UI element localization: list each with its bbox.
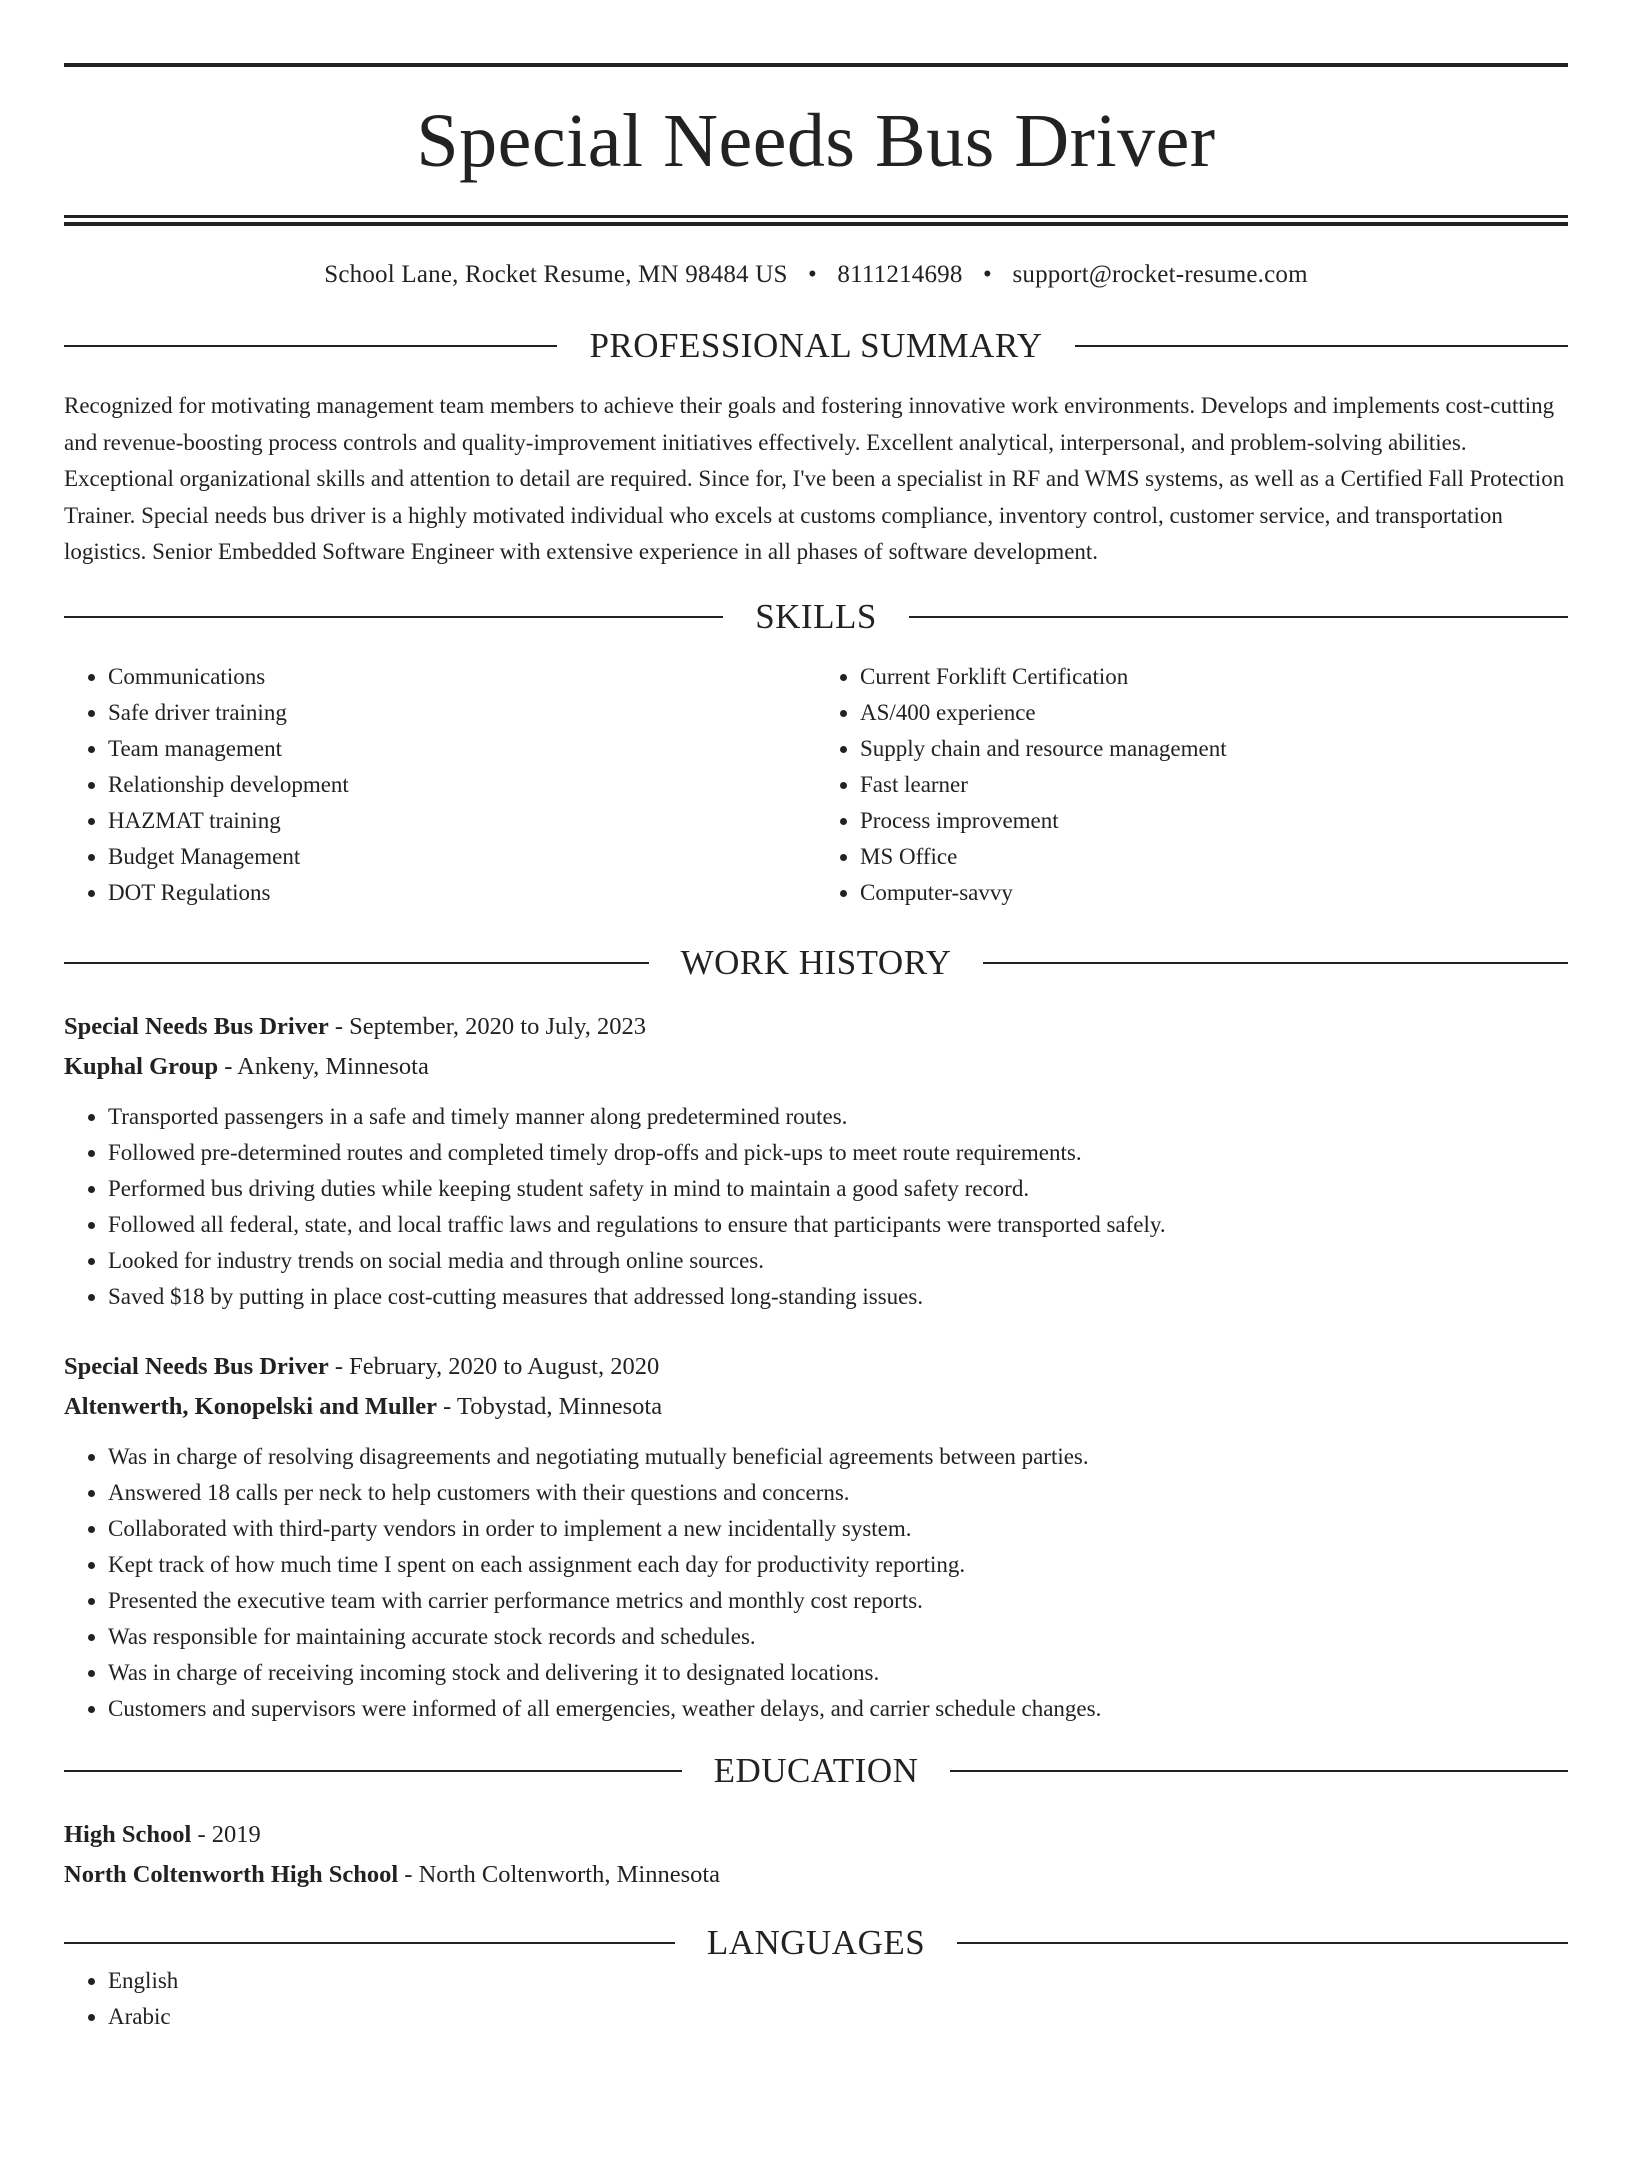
languages-title: LANGUAGES <box>706 1922 926 1962</box>
section-rule-left <box>64 962 649 964</box>
skill-item: • MS Office <box>860 839 1568 875</box>
job-role: Special Needs Bus Driver <box>64 1352 329 1380</box>
section-rule-right <box>950 1770 1568 1772</box>
job-company: Altenwerth, Konopelski and Muller <box>64 1392 437 1420</box>
skill-item: • DOT Regulations <box>108 875 816 911</box>
job-bullet: • Collaborated with third-party vendors in order to implement a new incidentally system. <box>108 1511 1568 1547</box>
section-rule-right <box>957 1942 1568 1944</box>
job-role-line <box>64 1007 1568 1047</box>
languages-section-header <box>64 1923 1568 1963</box>
education-degree: High School <box>64 1820 192 1848</box>
education-school: North Coltenworth High School <box>64 1860 399 1888</box>
job-bullet: • Kept track of how much time I spent on each assignment each day for productivity reporting. <box>108 1547 1568 1583</box>
skill-item: • Fast learner <box>860 767 1568 803</box>
job-bullets <box>64 1099 1568 1315</box>
skill-item: • HAZMAT training <box>108 803 816 839</box>
skill-item: • Process improvement <box>860 803 1568 839</box>
job-bullet: • Performed bus driving duties while keeping student safety in mind to maintain a good safety record. <box>108 1171 1568 1207</box>
contact-email: support@rocket-resume.com <box>1012 261 1308 288</box>
job-dates: - September, 2020 to July, 2023 <box>328 1012 646 1040</box>
summary-title: PROFESSIONAL SUMMARY <box>589 326 1043 365</box>
skill-item: • Relationship development <box>108 767 816 803</box>
education-school-line <box>64 1855 1568 1895</box>
skill-item: • Supply chain and resource management <box>860 731 1568 767</box>
skills-list-left <box>64 659 816 911</box>
job-role-line <box>64 1347 1568 1387</box>
job-bullet: • Was in charge of resolving disagreements and negotiating mutually beneficial agreements between parties. <box>108 1439 1568 1475</box>
skill-item: • Communications <box>108 659 816 695</box>
education-section-header <box>64 1751 1568 1791</box>
contact-address: School Lane, Rocket Resume, MN 98484 US <box>324 261 788 288</box>
skill-item: • Safe driver training <box>108 695 816 731</box>
education-location: - North Coltenworth, Minnesota <box>398 1860 721 1888</box>
language-item: • English <box>108 1963 1568 1999</box>
skills-columns <box>64 659 1568 911</box>
section-rule-left <box>64 616 723 618</box>
summary-section-header <box>64 326 1568 366</box>
job-bullet: • Followed all federal, state, and local traffic laws and regulations to ensure that participants were transported safely. <box>108 1207 1568 1243</box>
summary-text: Recognized for motivating management team members to achieve their goals and fostering innovative work environments. Develops and implements cost-cutting and revenue-boosting process controls and quality-improvement initiatives effectively. Excellent analytical, interpersonal, and problem-solving abilities. Exceptional organizational skills and attention to detail are required. Since for, I've been a specialist in RF and WMS systems, as well as a Certified Fall Protection Trainer. Special needs bus driver is a highly motivated individual who excels at customs compliance, inventory control, customer service, and transportation logistics. Senior Embedded Software Engineer with extensive experience in all phases of software development. <box>64 393 1565 564</box>
resume-page <box>0 63 1632 2175</box>
skills-section-header <box>64 597 1568 637</box>
skills-list-right <box>816 659 1568 911</box>
job-location: - Tobystad, Minnesota <box>436 1392 663 1420</box>
job-bullet: • Answered 18 calls per neck to help customers with their questions and concerns. <box>108 1475 1568 1511</box>
skill-item: • AS/400 experience <box>860 695 1568 731</box>
languages-list <box>64 1963 1568 2035</box>
contact-separator: • <box>983 261 992 288</box>
contact-separator: • <box>808 261 817 288</box>
skills-title: SKILLS <box>755 596 877 636</box>
contact-line <box>64 260 1568 290</box>
skill-item: • Team management <box>108 731 816 767</box>
education-year: - 2019 <box>191 1820 261 1848</box>
job-bullet: • Presented the executive team with carrier performance metrics and monthly cost reports. <box>108 1583 1568 1619</box>
section-rule-left <box>64 345 557 347</box>
job-bullet: • Looked for industry trends on social media and through online sources. <box>108 1243 1568 1279</box>
candidate-name: Special Needs Bus Driver <box>416 99 1216 183</box>
job-bullet: • Was in charge of receiving incoming stock and delivering it to designated locations. <box>108 1655 1568 1691</box>
section-rule-left <box>64 1942 675 1944</box>
section-rule-right <box>983 962 1568 964</box>
job-location: - Ankeny, Minnesota <box>218 1052 429 1080</box>
work-section-header <box>64 943 1568 983</box>
job-bullet: • Customers and supervisors were informed of all emergencies, weather delays, and carrier schedule changes. <box>108 1691 1568 1727</box>
section-rule-left <box>64 1770 682 1772</box>
job-dates: - February, 2020 to August, 2020 <box>328 1352 660 1380</box>
name-double-divider <box>64 215 1568 226</box>
job-bullet: • Followed pre-determined routes and completed timely drop-offs and pick-ups to meet route requirements. <box>108 1135 1568 1171</box>
job-role: Special Needs Bus Driver <box>64 1012 329 1040</box>
job-company-line <box>64 1387 1568 1427</box>
job-entry <box>64 1007 1568 1315</box>
job-company-line <box>64 1047 1568 1087</box>
education-title: EDUCATION <box>713 1750 919 1790</box>
skill-item: • Budget Management <box>108 839 816 875</box>
language-item: • Arabic <box>108 1999 1568 2035</box>
section-rule-right <box>1075 345 1568 347</box>
job-bullets <box>64 1439 1568 1727</box>
skill-item: • Current Forklift Certification <box>860 659 1568 695</box>
job-company: Kuphal Group <box>64 1052 219 1080</box>
section-rule-right <box>909 616 1568 618</box>
job-entry <box>64 1347 1568 1727</box>
education-entry <box>64 1815 1568 1895</box>
job-bullet: • Was responsible for maintaining accurate stock records and schedules. <box>108 1619 1568 1655</box>
job-bullet: • Transported passengers in a safe and timely manner along predetermined routes. <box>108 1099 1568 1135</box>
work-title: WORK HISTORY <box>680 942 952 982</box>
contact-phone: 8111214698 <box>837 261 963 288</box>
skill-item: • Computer-savvy <box>860 875 1568 911</box>
job-bullet: • Saved $18 by putting in place cost-cutting measures that addressed long-standing issues. <box>108 1279 1568 1315</box>
education-degree-line <box>64 1815 1568 1855</box>
